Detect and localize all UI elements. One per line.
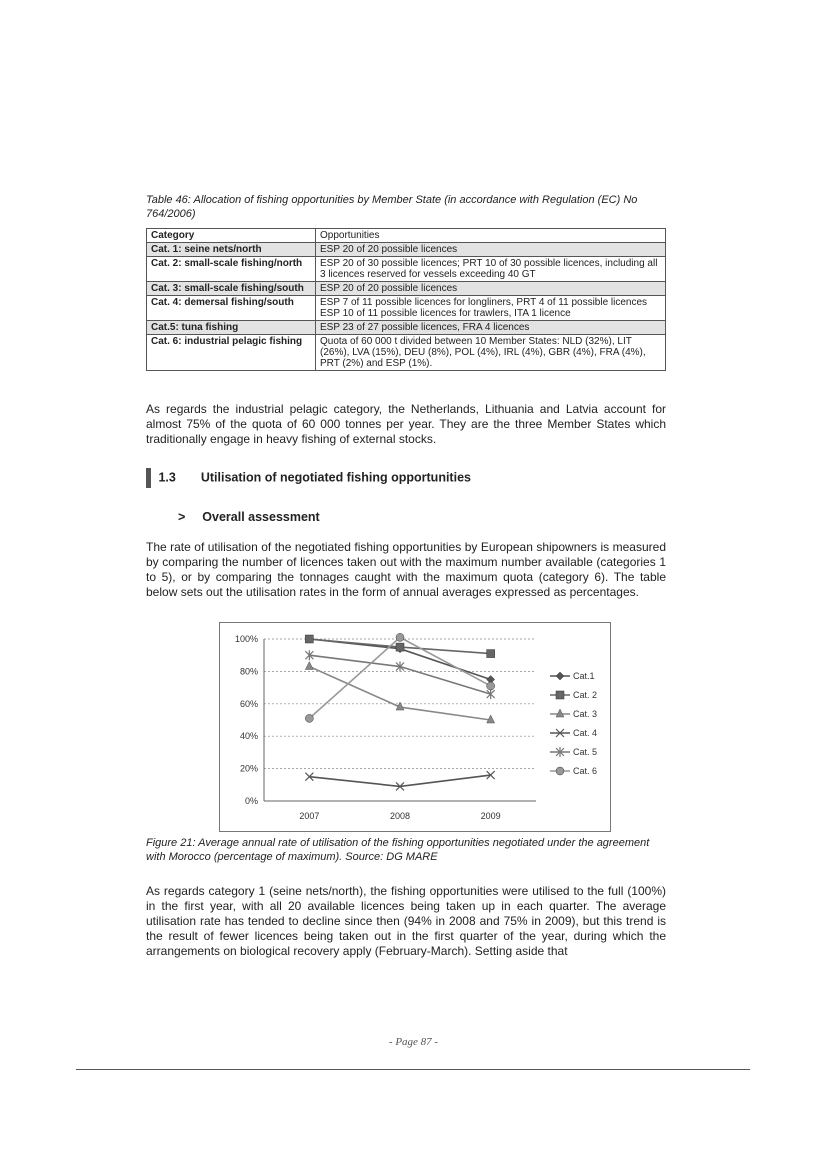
legend-label: Cat. 4	[573, 728, 598, 738]
paragraph-category1: As regards category 1 (seine nets/north), the fishing opportunities were utilised to the full (100%) in the first year, with all 20 available licences being taken up in each quarter. The average utilisation rate has tended to decline since then (94% in 2008 and 75% in 2009), but this trend is the result of fewer licences being taken out in the first quarter of the year, during which the arrangements on biological recovery apply (February-March). Setting aside that	[146, 884, 666, 958]
figure-caption: Figure 21: Average annual rate of utilisation of the fishing opportunities negotiated under the agreement with Morocco (percentage of maximum). Source: DG MARE	[146, 837, 650, 863]
row-category: Cat. 6: industrial pelagic fishing	[147, 335, 316, 371]
data-point	[305, 714, 313, 722]
row-opportunities: ESP 20 of 30 possible licences; PRT 10 of 30 possible licences, including all 3 licences reserved for vessels exceeding 40 GT	[316, 257, 666, 282]
paragraph-assessment: The rate of utilisation of the negotiated fishing opportunities by European shipowners is measured by comparing the number of licences taken out with the maximum number available (categories 1 to 5), or by comparing the tonnages caught with the maximum quota (category 6). The table below sets out the utilisation rates in the form of annual averages expressed as percentages.	[146, 540, 666, 599]
legend-label: Cat. 2	[573, 690, 598, 700]
header-opportunities: Opportunities	[316, 229, 666, 243]
y-tick-label: 0%	[244, 796, 258, 806]
data-point	[396, 633, 404, 641]
row-opportunities: ESP 7 of 11 possible licences for longliners, PRT 4 of 11 possible licences ESP 10 of 11 possible licences for trawlers, ITA 1 licence	[316, 296, 666, 321]
row-category: Cat. 1: seine nets/north	[147, 243, 316, 257]
section-number: 1.3	[158, 470, 176, 485]
legend-label: Cat. 5	[573, 747, 598, 757]
table-caption: Table 46: Allocation of fishing opportunities by Member State (in accordance with Regulation (EC) No 764/2006)	[146, 194, 638, 220]
row-opportunities: Quota of 60 000 t divided between 10 Member States: NLD (32%), LIT (26%), LVA (15%), DEU (8%), POL (4%), IRL (4%), GBR (4%), FRA (4%), PRT (2%) and ESP (1%).	[316, 335, 666, 371]
data-point	[487, 682, 495, 690]
subsection-heading	[178, 510, 320, 524]
row-opportunities: ESP 20 of 20 possible licences	[316, 282, 666, 296]
header-category: Category	[147, 229, 316, 243]
subsection-title: Overall assessment	[202, 510, 320, 524]
legend-label: Cat.1	[573, 671, 595, 681]
row-opportunities: ESP 23 of 27 possible licences, FRA 4 licences	[316, 321, 666, 335]
footer-rule	[76, 1069, 750, 1070]
series-line	[309, 775, 490, 786]
data-point	[487, 650, 495, 658]
legend-label: Cat. 3	[573, 709, 598, 719]
data-point	[396, 643, 404, 651]
legend-label: Cat. 6	[573, 766, 598, 776]
x-tick-label: 2009	[480, 811, 501, 821]
paragraph-pelagic: As regards the industrial pelagic category, the Netherlands, Lithuania and Latvia account for almost 75% of the quota of 60 000 tonnes per year. They are the three Member States which traditionally engage in heavy fishing of external stocks.	[146, 402, 666, 446]
section-marker-bar	[146, 468, 151, 488]
row-category: Cat. 3: small-scale fishing/south	[147, 282, 316, 296]
data-point	[305, 662, 313, 670]
x-tick-label: 2008	[389, 811, 411, 821]
table-row	[147, 243, 666, 257]
table-header-row	[147, 229, 666, 243]
row-category: Cat.5: tuna fishing	[147, 321, 316, 335]
row-opportunities: ESP 20 of 20 possible licences	[316, 243, 666, 257]
data-point	[556, 672, 564, 680]
y-tick-label: 100%	[234, 634, 258, 644]
x-tick-label: 2007	[299, 811, 320, 821]
section-title: Utilisation of negotiated fishing opportunities	[200, 470, 471, 485]
table-row	[147, 282, 666, 296]
row-category: Cat. 4: demersal fishing/south	[147, 296, 316, 321]
table-row	[147, 296, 666, 321]
data-point	[556, 709, 564, 717]
data-point	[305, 635, 313, 643]
allocation-table	[146, 228, 666, 371]
table-row	[147, 321, 666, 335]
subsection-marker: >	[178, 510, 186, 524]
y-tick-label: 20%	[239, 763, 258, 774]
y-tick-label: 40%	[239, 731, 258, 742]
series-line	[309, 655, 490, 694]
page-footer: - Page 87 -	[388, 1036, 439, 1048]
table-row	[147, 335, 666, 371]
utilisation-chart	[219, 622, 611, 832]
y-tick-label: 60%	[239, 698, 258, 709]
row-category: Cat. 2: small-scale fishing/north	[147, 257, 316, 282]
data-point	[556, 767, 564, 775]
section-heading	[146, 468, 471, 488]
y-tick-label: 80%	[239, 666, 258, 677]
table-row	[147, 257, 666, 282]
data-point	[487, 689, 495, 699]
data-point	[556, 691, 564, 699]
chart-svg	[220, 623, 610, 831]
